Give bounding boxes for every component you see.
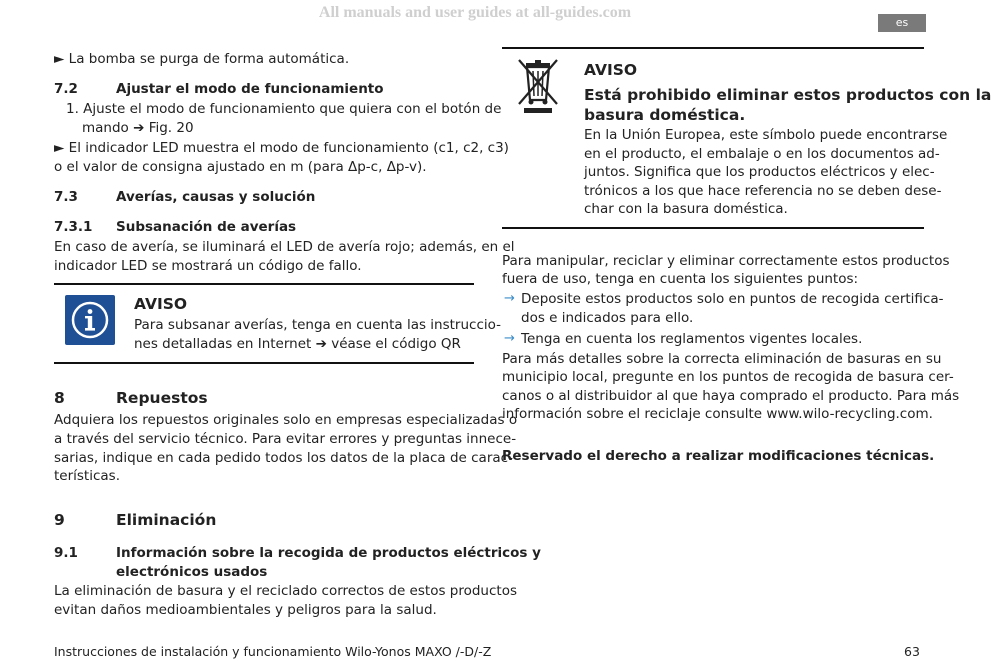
- notice-bottom-rule: [54, 362, 474, 364]
- step-1-line1: 1. Ajuste el modo de funcionamiento que quiera con el botón de: [66, 101, 502, 117]
- weee-notice-top-rule: [502, 47, 924, 49]
- weee-notice-subtitle-line1: Está prohibido eliminar estos productos con la: [584, 86, 991, 104]
- section-7-3-title: Averías, causas y solución: [116, 189, 316, 205]
- weee-notice-line3: juntos. Significa que los productos eléctricos y elec-: [584, 164, 935, 180]
- spares-line1: Adquiera los repuestos originales solo en empresas especializadas o: [54, 412, 518, 428]
- list-arrow-icon: →: [504, 291, 515, 306]
- rights-reserved: Reservado el derecho a realizar modificaciones técnicas.: [502, 448, 935, 464]
- info-icon: [65, 295, 115, 345]
- weee-notice-title: AVISO: [584, 61, 638, 79]
- fault-paragraph-line1: En caso de avería, se iluminará el LED de avería rojo; además, en el: [54, 239, 515, 255]
- section-9-1-title-line2: electrónicos usados: [116, 564, 268, 580]
- notice-top-rule: [54, 283, 474, 285]
- notice-title: AVISO: [134, 295, 188, 313]
- details-line2: municipio local, pregunte en los puntos de recogida de basura cer-: [502, 369, 954, 385]
- section-9-1-number: 9.1: [54, 545, 78, 561]
- notice-text-line1: Para subsanar averías, tenga en cuenta las instruccio-: [134, 317, 502, 333]
- page-number: 63: [904, 644, 920, 659]
- recycling-intro-line2: fuera de uso, tenga en cuenta los siguientes puntos:: [502, 271, 859, 287]
- weee-notice-line4: trónicos a los que hace referencia no se deben dese-: [584, 183, 942, 199]
- language-badge: es: [878, 14, 926, 32]
- watermark: All manuals and user guides at all-guides.com: [318, 4, 632, 21]
- recycling-point-1-line1: Deposite estos productos solo en puntos de recogida certifica-: [521, 291, 944, 307]
- notice-text-line2: nes detalladas en Internet ➔ véase el código QR: [134, 336, 461, 352]
- recycling-intro-line1: Para manipular, reciclar y eliminar correctamente estos productos: [502, 253, 950, 269]
- spares-line4: terísticas.: [54, 468, 120, 484]
- fault-paragraph-line2: indicador LED se mostrará un código de fallo.: [54, 258, 362, 274]
- section-8-title: Repuestos: [116, 389, 208, 407]
- footer-title: Instrucciones de instalación y funcionamiento Wilo-Yonos MAXO /-D/-Z: [54, 644, 492, 659]
- weee-notice-line5: char con la basura doméstica.: [584, 201, 788, 217]
- section-9-1-title-line1: Información sobre la recogida de productos eléctricos y: [116, 545, 541, 561]
- weee-notice-subtitle-line2: basura doméstica.: [584, 106, 746, 124]
- section-7-3-1-title: Subsanación de averías: [116, 219, 297, 235]
- details-line3: canos o al distribuidor al que haya comprado el producto. Para más: [502, 388, 960, 404]
- crossed-bin-icon: [516, 58, 560, 114]
- details-line4: información sobre el reciclaje consulte www.wilo-recycling.com.: [502, 406, 933, 422]
- disposal-line2: evitan daños medioambientales y peligros para la salud.: [54, 602, 437, 618]
- section-9-number: 9: [54, 511, 65, 529]
- led-result-line1: ► El indicador LED muestra el modo de funcionamiento (c1, c2, c3): [54, 140, 509, 156]
- section-9-title: Eliminación: [116, 511, 217, 529]
- section-7-2-title: Ajustar el modo de funcionamiento: [116, 81, 384, 97]
- step-1-line2: mando ➔ Fig. 20: [82, 120, 194, 136]
- details-line1: Para más detalles sobre la correcta eliminación de basuras en su: [502, 351, 942, 367]
- recycling-point-2: Tenga en cuenta los reglamentos vigentes locales.: [521, 331, 863, 347]
- weee-notice-bottom-rule: [502, 227, 924, 229]
- disposal-line1: La eliminación de basura y el reciclado correctos de estos productos: [54, 583, 517, 599]
- purge-result: ► La bomba se purga de forma automática.: [54, 51, 350, 67]
- section-7-3-number: 7.3: [54, 189, 78, 205]
- weee-notice-line2: en el producto, el embalaje o en los documentos ad-: [584, 146, 940, 162]
- section-7-2-number: 7.2: [54, 81, 78, 97]
- section-7-3-1-number: 7.3.1: [54, 219, 93, 235]
- weee-notice-line1: En la Unión Europea, este símbolo puede encontrarse: [584, 127, 948, 143]
- led-result-line2: o el valor de consigna ajustado en m (para Δp-c, Δp-v).: [54, 159, 427, 175]
- spares-line3: sarias, indique en cada pedido todos los datos de la placa de carac-: [54, 450, 513, 466]
- section-8-number: 8: [54, 389, 65, 407]
- recycling-point-1-line2: dos e indicados para ello.: [521, 310, 694, 326]
- spares-line2: a través del servicio técnico. Para evitar errores y preguntas innece-: [54, 431, 517, 447]
- list-arrow-icon: →: [504, 331, 515, 346]
